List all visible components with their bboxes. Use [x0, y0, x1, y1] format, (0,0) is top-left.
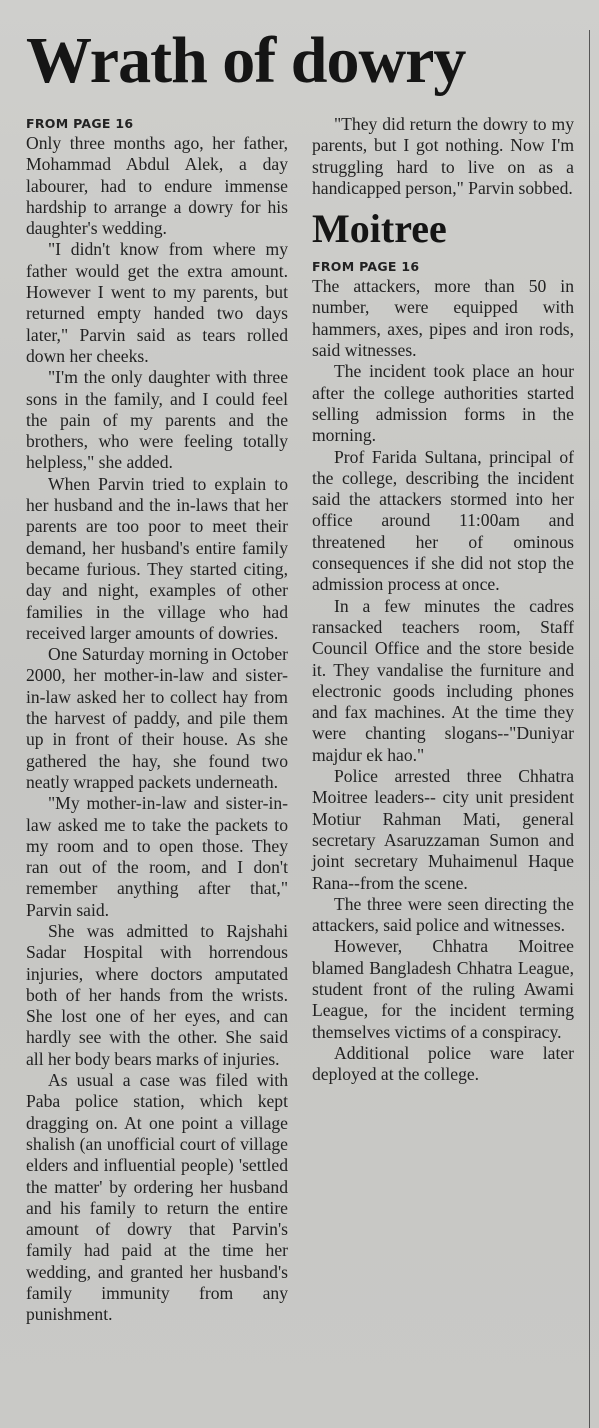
- paragraph: Only three months ago, her father, Mohammad Abdul Alek, a day labourer, had to endure immense hardship to arrange a dowry for his daughter's wedding.: [26, 133, 288, 239]
- paragraph: The three were seen directing the attackers, said police and witnesses.: [312, 893, 574, 936]
- column-rule: [589, 30, 590, 1428]
- paragraph: In a few minutes the cadres ransacked teachers room, Staff Council Office and the store beside it. They vandalise the furniture and electronic goods including phones and fax machines. At the time they were chanting slogans--"Duniyar majdur ek hao.": [312, 595, 574, 765]
- paragraph: When Parvin tried to explain to her husband and the in-laws that her parents are too poor to meet their demand, her husband's entire family became furious. They started citing, day and night, examples of other families in the village who had received larger amounts of dowries.: [26, 473, 288, 643]
- continuation-label: FROM PAGE 16: [312, 259, 420, 275]
- column-right: [312, 114, 574, 1085]
- paragraph: "I didn't know from where my father would get the extra amount. However I went to my parents, but returned empty handed two days later," Parvin said as tears rolled down her cheeks.: [26, 239, 288, 366]
- paragraph: "My mother-in-law and sister-in-law asked me to take the packets to my room and to open those. They ran out of the room, and I don't remember anything after that," Parvin said.: [26, 793, 288, 920]
- paragraph: The incident took place an hour after the college authorities started selling admission forms in the morning.: [312, 361, 574, 446]
- column-left: [26, 114, 288, 1326]
- paragraph: "They did return the dowry to my parents, but I got nothing. Now I'm struggling hard to live on as a handicapped person," Parvin sobbed.: [312, 114, 574, 198]
- headline-wrath-of-dowry: Wrath of dowry: [26, 24, 466, 97]
- paragraph: The attackers, more than 50 in number, were equipped with hammers, axes, pipes and iron rods, said witnesses.: [312, 276, 574, 361]
- paragraph: "I'm the only daughter with three sons in the family, and I could feel the pain of my parents and the brothers, who were feeling totally helpless," she added.: [26, 367, 288, 473]
- paragraph: Police arrested three Chhatra Moitree leaders-- city unit president Motiur Rahman Mati, general secretary Asaruzzaman Sumon and joint secretary Muhaimenul Haque Rana--from the scene.: [312, 766, 574, 893]
- paragraph: She was admitted to Rajshahi Sadar Hospital with horrendous injuries, where doctors amputated both of her hands from the wrists. She lost one of her eyes, and can hardly see with the other. She said all her body bears marks of injuries.: [26, 920, 288, 1069]
- paragraph: However, Chhatra Moitree blamed Bangladesh Chhatra League, student front of the ruling Awami League, for the incident terming themselves victims of a conspiracy.: [312, 936, 574, 1042]
- paragraph: Additional police ware later deployed at the college.: [312, 1042, 574, 1085]
- paragraph: One Saturday morning in October 2000, her mother-in-law and sister-in-law asked her to collect hay from the harvest of paddy, and pile them up in front of their house. As she gathered the hay, she found two neatly wrapped packets underneath.: [26, 644, 288, 792]
- continuation-label: FROM PAGE 16: [26, 116, 134, 131]
- headline-moitree: Moitree: [312, 206, 447, 252]
- paragraph: Prof Farida Sultana, principal of the college, describing the incident said the attackers stormed into her office around 11:00am and threatened her of ominous consequences if she did not stop the admission process at once.: [312, 446, 574, 595]
- paragraph: As usual a case was filed with Paba police station, which kept dragging on. At one point a village shalish (an unofficial court of village elders and influential people) 'settled the matter' by ordering her husband and his family to return the entire amount of dowry that Parvin's family had paid at the time her wedding, and granted her husband's family immunity from any punishment.: [26, 1070, 288, 1325]
